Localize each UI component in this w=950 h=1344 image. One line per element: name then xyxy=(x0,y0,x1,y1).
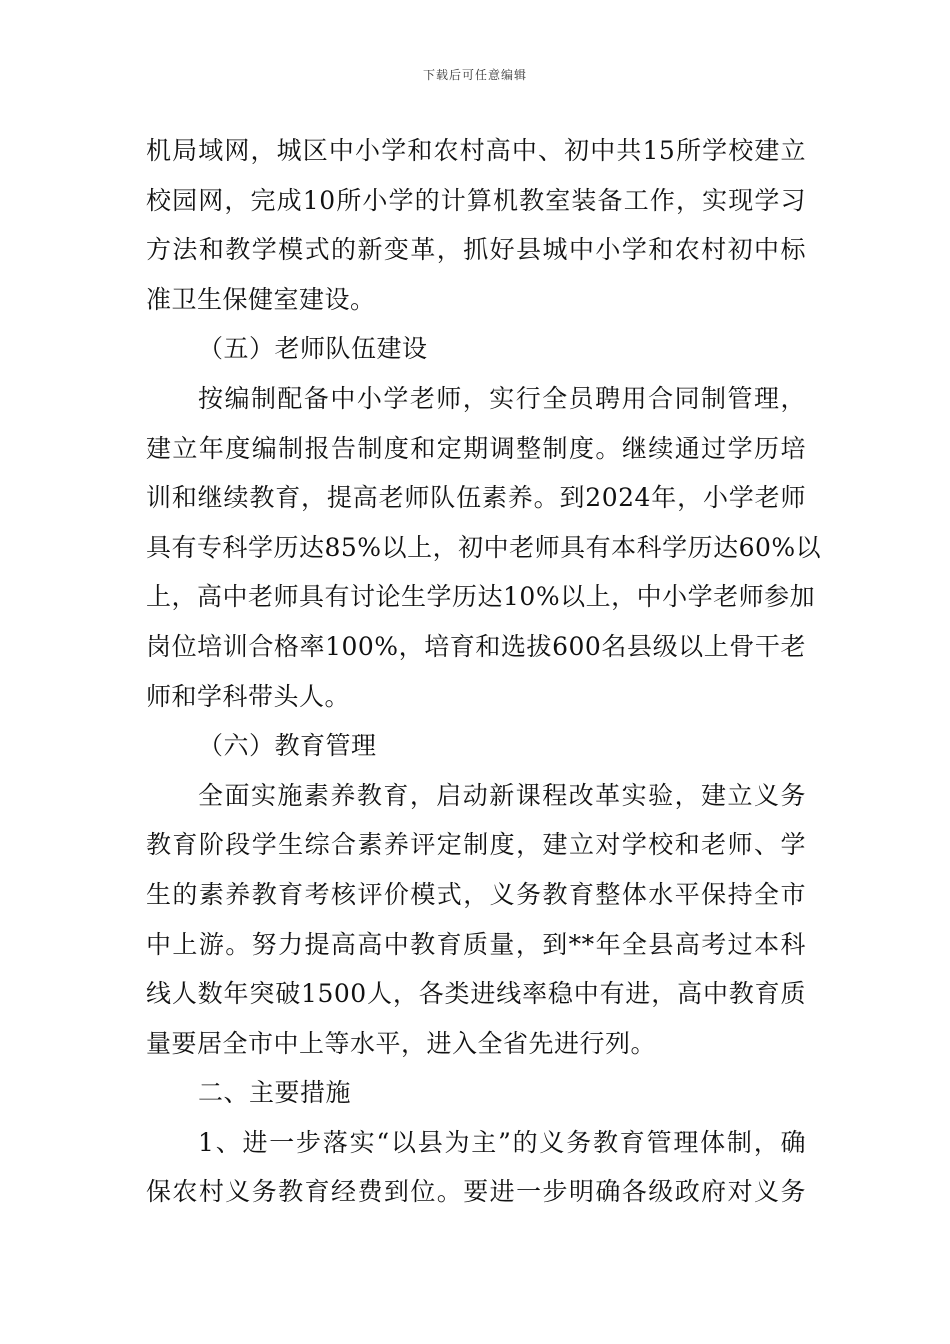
text-line: 按编制配备中小学老师，实行全员聘用合同制管理， xyxy=(198,383,806,413)
text-line: 方法和教学模式的新变革，抓好县城中小学和农村初中标 xyxy=(146,235,806,265)
text-line: 上，高中老师具有讨论生学历达10%以上，中小学老师参加 xyxy=(146,582,816,612)
text-line: 岗位培训合格率100%，培育和选拔600名县级以上骨干老 xyxy=(146,631,806,661)
text-line: 训和继续教育，提高老师队伍素养。到2024年，小学老师 xyxy=(146,483,806,513)
text-line: 准卫生保健室建设。 xyxy=(146,284,376,314)
text-line: 中上游。努力提高高中教育质量，到**年全县高考过本科 xyxy=(146,929,806,959)
section-heading: （六）教育管理 xyxy=(198,731,377,761)
text-line: 保农村义务教育经费到位。要进一步明确各级政府对义务 xyxy=(146,1177,806,1207)
header-note: 下载后可任意编辑 xyxy=(422,68,527,82)
text-line: 1、进一步落实“以县为主”的义务教育管理体制，确 xyxy=(198,1127,806,1157)
document-body xyxy=(146,126,822,1217)
text-line: 线人数年突破1500人，各类进线率稳中有进，高中教育质 xyxy=(146,979,806,1009)
section-heading: 二、主要措施 xyxy=(198,1078,352,1108)
text-line: 量要居全市中上等水平，进入全省先进行列。 xyxy=(146,1028,657,1058)
text-line: 机局域网，城区中小学和农村高中、初中共15所学校建立 xyxy=(146,136,806,165)
text-line: 校园网，完成10所小学的计算机教室装备工作，实现学习 xyxy=(146,185,806,215)
text-line: 建立年度编制报告制度和定期调整制度。继续通过学历培 xyxy=(146,433,806,463)
section-heading: （五）老师队伍建设 xyxy=(198,334,428,364)
text-line: 全面实施素养教育，启动新课程改革实验，建立义务 xyxy=(198,780,806,810)
text-line: 师和学科带头人。 xyxy=(146,681,351,711)
text-line: 教育阶段学生综合素养评定制度，建立对学校和老师、学 xyxy=(146,830,806,860)
text-line: 生的素养教育考核评价模式，义务教育整体水平保持全市 xyxy=(146,879,806,909)
text-line: 具有专科学历达85%以上，初中老师具有本科学历达60%以 xyxy=(146,532,822,562)
